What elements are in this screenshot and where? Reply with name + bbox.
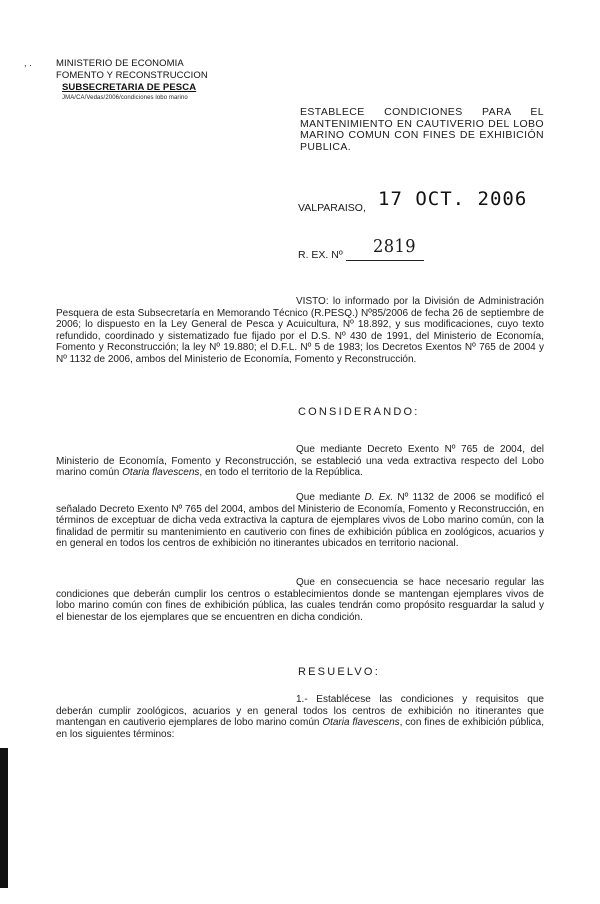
- considerando-paragraph-2: [56, 492, 544, 550]
- considerando-heading: CONSIDERANDO:: [298, 406, 420, 418]
- visto-lead: VISTO:: [296, 296, 329, 307]
- c1-text-b: , en todo el territorio de la República.: [199, 467, 363, 479]
- c2-text-b: Nº 1132 de 2006 se modificó el señalado Decreto Exento Nº 765 del 2004, ambos del Ministerio de Economía, Fomento y Reconstrucción, en términos de exceptuar de dicha veda extractiva la captura de ejemplares vivos de Lobo marino común, con la finalidad de permitir su mantenimiento en cautiverio con fines de exhibición pública en zoológicos, acuarios y en general en todos los centros de exhibición no itinerantes ubicados en territorio nacional.: [56, 492, 544, 550]
- considerando-paragraph-1: [56, 444, 544, 479]
- c1-text-a: Que mediante Decreto Exento Nº 765 de 2004, del Ministerio de Economía, Fomento y Reconstrucción, se estableció una veda extractiva respecto del Lobo marino común: [56, 444, 544, 479]
- visto-paragraph: [56, 296, 544, 366]
- visto-text: lo informado por la División de Administración Pesquera de esta Subsecretaría en Memorando Técnico (R.PESQ.) Nº85/2006 de fecha 26 de septiembre de 2006; lo dispuesto en la Ley General de Pesca y Acuicultura, Nº 18.892, y sus modificaciones, cuyo texto refundido, coordinado y sistematizado fue fijado por el D.S. Nº 430 de 1991, del Ministerio de Economía, Fomento y Reconstrucción; la ley Nº 19.880; el D.F.L. Nº 5 de 1983; los Decretos Exentos Nº 765 de 2004 y Nº 1132 de 2006, ambos del Ministerio de Economía, Fomento y Reconstrucción.: [56, 296, 544, 365]
- resolution-number: 2819: [373, 236, 417, 257]
- date-stamp: 17 OCT. 2006: [378, 188, 528, 210]
- species-name: Otaria flavescens: [122, 467, 200, 479]
- subsecretaria-name: SUBSECRETARIA DE PESCA: [62, 82, 197, 93]
- c3-text: Que en consecuencia se hace necesario regular las condiciones que deberán cumplir los centros o establecimientos donde se mantengan ejemplares vivos de lobo marino común con fines de exhibición pública, las cuales tendrán como propósito resguardar la salud y el bienestar de los ejemplares que se encuentren en dicha condición.: [56, 577, 544, 623]
- file-reference: JMA/CA/Vedas/2006/condiciones lobo marino: [62, 95, 188, 101]
- resuelvo-paragraph-1: [56, 694, 544, 740]
- decree-ref: D. Ex.: [364, 492, 394, 503]
- species-name: Otaria flavescens: [322, 717, 400, 729]
- considerando-paragraph-3: [56, 577, 544, 623]
- c2-text-a: Que mediante: [296, 492, 365, 503]
- ministry-name-continued: FOMENTO Y RECONSTRUCCION: [56, 70, 208, 81]
- place: VALPARAISO,: [298, 202, 366, 214]
- document-title: ESTABLECE CONDICIONES PARA EL MANTENIMIENTO EN CAUTIVERIO DEL LOBO MARINO COMUN CON FINES DE EXHIBICIÓN PUBLICA.: [300, 106, 544, 153]
- ministry-name: MINISTERIO DE ECONOMIA: [56, 58, 184, 69]
- r1-text-b: , con fines de exhibición pública, en los siguientes términos:: [56, 717, 545, 740]
- r1-text-a: 1.- Establécese las condiciones y requisitos que deberán cumplir zoológicos, acuarios y en general todos los centros de exhibición no itinerantes que mantengan en cautiverio ejemplares de lobo marino común: [56, 694, 544, 729]
- margin-marks: , .: [24, 58, 32, 68]
- resolution-label: R. EX. Nº: [298, 249, 343, 261]
- scan-edge-bar: [0, 748, 8, 888]
- resolution-underline: [346, 260, 424, 261]
- resuelvo-heading: RESUELVO:: [298, 666, 380, 678]
